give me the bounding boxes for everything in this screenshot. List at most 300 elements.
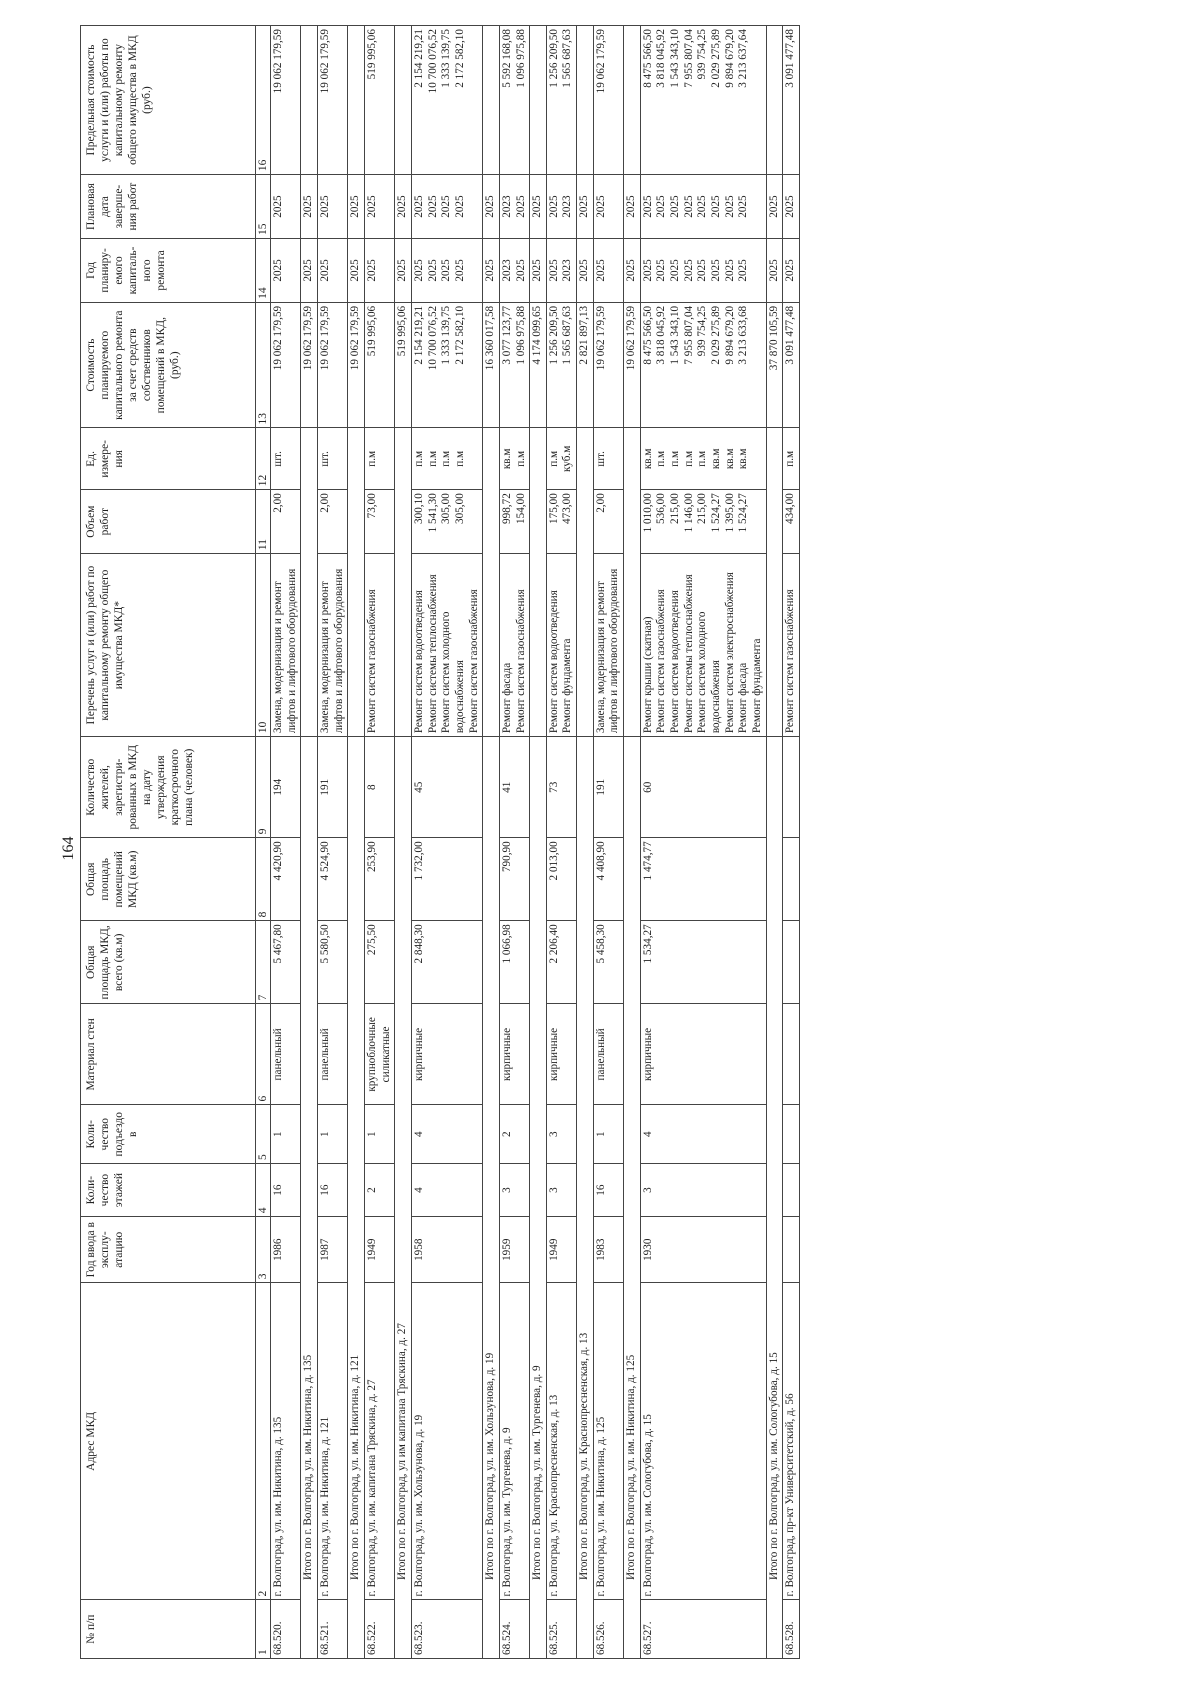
work-type bbox=[546, 554, 576, 737]
row-number: 68.521. bbox=[317, 1600, 347, 1659]
work-type-item: Ремонт систем холодного водоснабжения bbox=[696, 611, 723, 734]
limit-cost-item: 2 154 219,21 bbox=[412, 29, 425, 88]
total-blank bbox=[766, 428, 783, 737]
work-volume-item: 1 010,00 bbox=[641, 493, 654, 533]
total-cost: 37 870 105,59 bbox=[766, 302, 783, 428]
row-number: 68.527. bbox=[640, 1600, 766, 1659]
work-unit-item: куб.м bbox=[561, 445, 574, 472]
end-year bbox=[593, 175, 623, 239]
plan-year-item: 2025 bbox=[710, 259, 723, 282]
commission-year bbox=[783, 1217, 800, 1283]
work-volume-item: 300,10 bbox=[412, 493, 425, 524]
total-plan-year: 2025 bbox=[577, 239, 594, 303]
total-area: 1 534,27 bbox=[640, 921, 766, 1004]
wall-material: кирпичные bbox=[499, 1004, 529, 1105]
total-limit-blank bbox=[530, 26, 547, 175]
work-volume bbox=[499, 490, 529, 554]
end-year bbox=[546, 175, 576, 239]
floors-count: 2 bbox=[364, 1164, 394, 1217]
wall-material bbox=[783, 1004, 800, 1105]
total-row bbox=[348, 26, 365, 1659]
work-unit bbox=[364, 428, 394, 490]
column-number: 4 bbox=[256, 1164, 271, 1217]
end-year bbox=[499, 175, 529, 239]
work-unit bbox=[593, 428, 623, 490]
total-end-year: 2025 bbox=[577, 175, 594, 239]
total-plan-year: 2025 bbox=[766, 239, 783, 303]
work-volume-item: 536,00 bbox=[655, 493, 668, 524]
work-unit-item: шт. bbox=[594, 451, 607, 467]
total-limit-blank bbox=[301, 26, 318, 175]
limit-cost-item: 2 029 275,89 bbox=[710, 29, 723, 88]
column-number: 9 bbox=[256, 737, 271, 838]
column-header: Коли-чество этажей bbox=[81, 1164, 256, 1217]
work-unit-item: п.м bbox=[696, 450, 709, 467]
premises-area: 2 013,00 bbox=[546, 838, 576, 921]
work-type bbox=[411, 554, 482, 737]
total-end-year: 2025 bbox=[624, 175, 641, 239]
limit-cost bbox=[271, 26, 301, 175]
commission-year: 1930 bbox=[640, 1217, 766, 1283]
total-label: Итого по г. Волгоград, ул. им. Никитина, д. 121 bbox=[348, 737, 365, 1659]
column-number: 2 bbox=[256, 1283, 271, 1600]
total-end-year: 2025 bbox=[530, 175, 547, 239]
house-address: г. Волгоград, ул. им. Никитина, д. 125 bbox=[593, 1283, 623, 1600]
work-unit-item: кв.м bbox=[737, 448, 750, 470]
limit-cost-item: 1 096 975,88 bbox=[514, 29, 527, 88]
total-blank bbox=[577, 428, 594, 737]
work-type-item: Ремонт фасада bbox=[500, 662, 513, 734]
commission-year: 1987 bbox=[317, 1217, 347, 1283]
work-unit-item: кв.м bbox=[500, 448, 513, 470]
work-type bbox=[499, 554, 529, 737]
work-type-item: Ремонт крыши (скатная) bbox=[641, 616, 654, 734]
wall-material: кирпичные bbox=[546, 1004, 576, 1105]
row-number: 68.523. bbox=[411, 1600, 482, 1659]
work-volume-item: 1 541,30 bbox=[426, 493, 439, 533]
limit-cost bbox=[593, 26, 623, 175]
total-row bbox=[624, 26, 641, 1659]
work-type-item: Ремонт систем водоотведения bbox=[669, 590, 682, 734]
residents-count: 60 bbox=[640, 737, 766, 838]
work-unit-item: кв.м bbox=[710, 448, 723, 470]
total-end-year: 2025 bbox=[395, 175, 412, 239]
work-type-item: Ремонт систем газоснабжения bbox=[467, 589, 480, 734]
commission-year: 1959 bbox=[499, 1217, 529, 1283]
plan-year bbox=[546, 239, 576, 303]
house-row bbox=[546, 26, 576, 1659]
end-year-item: 2023 bbox=[500, 195, 513, 218]
work-cost-item: 9 894 679,20 bbox=[723, 305, 736, 365]
house-row bbox=[411, 26, 482, 1659]
work-cost-item: 7 955 807,04 bbox=[682, 305, 695, 365]
work-type bbox=[640, 554, 766, 737]
row-number: 68.528. bbox=[783, 1600, 800, 1659]
total-blank bbox=[395, 428, 412, 737]
work-unit bbox=[411, 428, 482, 490]
work-volume-item: 1 146,00 bbox=[682, 493, 695, 533]
page-number: 164 bbox=[60, 836, 77, 861]
work-unit bbox=[783, 428, 800, 490]
column-number: 8 bbox=[256, 838, 271, 921]
limit-cost bbox=[317, 26, 347, 175]
work-cost-item: 1 333 139,75 bbox=[440, 305, 453, 365]
total-row bbox=[577, 26, 594, 1659]
end-year-item: 2025 bbox=[784, 195, 797, 218]
wall-material: кирпичные bbox=[411, 1004, 482, 1105]
plan-year-item: 2025 bbox=[682, 259, 695, 282]
total-label: Итого по г. Волгоград, ул. им. Тургенева, д. 9 bbox=[530, 737, 547, 1659]
column-header: Количество жителей, зарегистри-рованных в МКД на дату утверждения краткосрочного плана (человек) bbox=[81, 737, 256, 838]
column-header: Материал стен bbox=[81, 1004, 256, 1105]
total-row bbox=[766, 26, 783, 1659]
end-year-item: 2025 bbox=[723, 195, 736, 218]
commission-year: 1949 bbox=[546, 1217, 576, 1283]
house-address: г. Волгоград, ул. Краснопресненская, д. 13 bbox=[546, 1283, 576, 1600]
work-cost-item: 519 995,06 bbox=[365, 305, 378, 357]
work-volume-item: 1 395,00 bbox=[723, 493, 736, 533]
plan-year-item: 2025 bbox=[514, 259, 527, 282]
work-volume-item: 1 524,27 bbox=[737, 493, 750, 533]
plan-year bbox=[317, 239, 347, 303]
limit-cost-item: 519 995,06 bbox=[365, 29, 378, 80]
work-unit-item: п.м bbox=[426, 450, 439, 467]
residents-count: 41 bbox=[499, 737, 529, 838]
limit-cost bbox=[499, 26, 529, 175]
work-type bbox=[364, 554, 394, 737]
total-blank bbox=[624, 428, 641, 737]
column-header: № п/п bbox=[81, 1600, 256, 1659]
capital-repair-table bbox=[80, 25, 800, 1659]
plan-year bbox=[640, 239, 766, 303]
column-header: Общая площадь помещений МКД (кв.м) bbox=[81, 838, 256, 921]
end-year-item: 2025 bbox=[682, 195, 695, 218]
work-type-item: Ремонт системы теплоснабжения bbox=[682, 574, 695, 734]
plan-year bbox=[411, 239, 482, 303]
column-number: 13 bbox=[256, 302, 271, 428]
house-row bbox=[317, 26, 347, 1659]
entrances-count: 1 bbox=[271, 1105, 301, 1164]
work-volume bbox=[411, 490, 482, 554]
total-area: 1 066,98 bbox=[499, 921, 529, 1004]
work-type bbox=[593, 554, 623, 737]
work-type-item: Ремонт фундамента bbox=[751, 638, 764, 734]
column-header: Предельная стоимость услуги и (или) работы по капитальному ремонту общего имущества в МКД (руб.) bbox=[81, 26, 256, 175]
work-unit-item: п.м bbox=[669, 450, 682, 467]
work-volume bbox=[271, 490, 301, 554]
work-type bbox=[317, 554, 347, 737]
total-cost: 19 062 179,59 bbox=[348, 302, 365, 428]
work-cost bbox=[546, 302, 576, 428]
house-address: г. Волгоград, ул. им. Хользунова, д. 19 bbox=[411, 1283, 482, 1600]
end-year-item: 2025 bbox=[641, 195, 654, 218]
plan-year bbox=[364, 239, 394, 303]
end-year-item: 2025 bbox=[272, 195, 285, 218]
work-cost bbox=[593, 302, 623, 428]
commission-year: 1949 bbox=[364, 1217, 394, 1283]
work-unit-item: п.м bbox=[547, 450, 560, 467]
work-type-item: Ремонт систем водоотведения bbox=[412, 590, 425, 734]
residents-count: 191 bbox=[317, 737, 347, 838]
house-row bbox=[364, 26, 394, 1659]
end-year-item: 2025 bbox=[365, 195, 378, 218]
work-cost-item: 939 754,25 bbox=[696, 305, 709, 357]
total-end-year: 2025 bbox=[301, 175, 318, 239]
work-cost bbox=[317, 302, 347, 428]
work-unit bbox=[499, 428, 529, 490]
plan-year bbox=[499, 239, 529, 303]
total-plan-year: 2025 bbox=[530, 239, 547, 303]
limit-cost-item: 3 213 637,64 bbox=[737, 29, 750, 88]
total-cost: 2 821 897,13 bbox=[577, 302, 594, 428]
work-type-item: Ремонт фасада bbox=[737, 662, 750, 734]
work-unit-item: п.м bbox=[514, 450, 527, 467]
row-number: 68.522. bbox=[364, 1600, 394, 1659]
column-header: Перечень услуг и (или) работ по капитальному ремонту общего имущества МКД* bbox=[81, 554, 256, 737]
total-plan-year: 2025 bbox=[395, 239, 412, 303]
total-cost: 16 360 017,58 bbox=[483, 302, 500, 428]
work-cost-item: 19 062 179,59 bbox=[272, 305, 285, 371]
work-volume bbox=[546, 490, 576, 554]
total-blank bbox=[301, 428, 318, 737]
total-limit-blank bbox=[348, 26, 365, 175]
total-end-year: 2025 bbox=[766, 175, 783, 239]
plan-year-item: 2025 bbox=[723, 259, 736, 282]
work-volume-item: 305,00 bbox=[453, 493, 466, 524]
total-area: 5 580,50 bbox=[317, 921, 347, 1004]
work-unit bbox=[546, 428, 576, 490]
work-cost-item: 19 062 179,59 bbox=[318, 305, 331, 371]
end-year bbox=[364, 175, 394, 239]
column-number: 15 bbox=[256, 175, 271, 239]
premises-area: 4 408,90 bbox=[593, 838, 623, 921]
total-limit-blank bbox=[483, 26, 500, 175]
limit-cost-item: 7 955 807,04 bbox=[682, 29, 695, 88]
row-number: 68.524. bbox=[499, 1600, 529, 1659]
limit-cost bbox=[783, 26, 800, 175]
house-address: г. Волгоград, ул. им. капитана Тряскина, д. 27 bbox=[364, 1283, 394, 1600]
work-cost-item: 1 565 687,63 bbox=[561, 305, 574, 365]
end-year-item: 2025 bbox=[514, 195, 527, 218]
total-cost: 4 174 099,65 bbox=[530, 302, 547, 428]
end-year-item: 2025 bbox=[655, 195, 668, 218]
total-area: 2 848,30 bbox=[411, 921, 482, 1004]
house-address: г. Волгоград, ул. им. Тургенева, д. 9 bbox=[499, 1283, 529, 1600]
limit-cost-item: 5 592 168,08 bbox=[500, 29, 513, 88]
total-blank bbox=[348, 428, 365, 737]
house-row bbox=[783, 26, 800, 1659]
work-unit-item: п.м bbox=[655, 450, 668, 467]
total-label: Итого по г. Волгоград, ул им капитана Тряскина, д. 27 bbox=[395, 737, 412, 1659]
work-unit-item: п.м bbox=[412, 450, 425, 467]
limit-cost-item: 1 256 209,50 bbox=[547, 29, 560, 88]
work-type-item: Ремонт фундамента bbox=[561, 638, 574, 734]
column-header: Ед. измере-ния bbox=[81, 428, 256, 490]
work-cost bbox=[411, 302, 482, 428]
work-cost-item: 1 256 209,50 bbox=[547, 305, 560, 365]
work-volume-item: 1 524,27 bbox=[710, 493, 723, 533]
work-volume-item: 215,00 bbox=[669, 493, 682, 524]
limit-cost bbox=[411, 26, 482, 175]
work-type-item: Замена, модернизация и ремонт лифтов и лифтового оборудования bbox=[594, 568, 621, 734]
work-cost bbox=[783, 302, 800, 428]
plan-year-item: 2025 bbox=[272, 259, 285, 282]
work-type bbox=[271, 554, 301, 737]
end-year-item: 2025 bbox=[440, 195, 453, 218]
work-cost-item: 3 091 477,48 bbox=[784, 305, 797, 365]
floors-count: 3 bbox=[546, 1164, 576, 1217]
plan-year-item: 2025 bbox=[453, 259, 466, 282]
work-volume-item: 2,00 bbox=[272, 493, 285, 513]
work-cost-item: 10 700 076,52 bbox=[426, 305, 439, 371]
work-unit-item: п.м bbox=[440, 450, 453, 467]
work-unit-item: шт. bbox=[272, 451, 285, 467]
column-header: Год ввода в эксплу-атацию bbox=[81, 1217, 256, 1283]
limit-cost-item: 8 475 566,50 bbox=[641, 29, 654, 88]
limit-cost-item: 2 172 582,10 bbox=[453, 29, 466, 88]
limit-cost-item: 1 333 139,75 bbox=[440, 29, 453, 88]
total-label: Итого по г. Волгоград, ул. им. Никитина, д. 125 bbox=[624, 737, 641, 1659]
end-year bbox=[271, 175, 301, 239]
limit-cost-item: 19 062 179,59 bbox=[594, 29, 607, 94]
column-number: 3 bbox=[256, 1217, 271, 1283]
column-number: 14 bbox=[256, 239, 271, 303]
limit-cost-item: 10 700 076,52 bbox=[426, 29, 439, 94]
end-year-item: 2025 bbox=[696, 195, 709, 218]
total-label: Итого по г. Волгоград, ул. им. Никитина, д. 135 bbox=[301, 737, 318, 1659]
work-type-item: Ремонт систем газоснабжения bbox=[655, 589, 668, 734]
wall-material: панельный bbox=[593, 1004, 623, 1105]
work-volume-item: 2,00 bbox=[318, 493, 331, 513]
entrances-count: 1 bbox=[593, 1105, 623, 1164]
total-row bbox=[395, 26, 412, 1659]
total-plan-year: 2025 bbox=[624, 239, 641, 303]
total-blank bbox=[483, 428, 500, 737]
house-address: г. Волгоград, ул. им. Никитина, д. 135 bbox=[271, 1283, 301, 1600]
work-volume-item: 434,00 bbox=[784, 493, 797, 524]
total-plan-year: 2025 bbox=[348, 239, 365, 303]
header-row bbox=[81, 26, 256, 1659]
floors-count: 4 bbox=[411, 1164, 482, 1217]
limit-cost bbox=[364, 26, 394, 175]
limit-cost bbox=[546, 26, 576, 175]
work-unit bbox=[271, 428, 301, 490]
plan-year-item: 2025 bbox=[318, 259, 331, 282]
total-limit-blank bbox=[395, 26, 412, 175]
work-unit-item: п.м bbox=[682, 450, 695, 467]
premises-area bbox=[783, 838, 800, 921]
limit-cost-item: 1 565 687,63 bbox=[561, 29, 574, 88]
column-header: Плановая дата заверше-ния работ bbox=[81, 175, 256, 239]
work-unit-item: шт. bbox=[318, 451, 331, 467]
total-limit-blank bbox=[766, 26, 783, 175]
end-year-item: 2025 bbox=[669, 195, 682, 218]
work-cost-item: 2 029 275,89 bbox=[710, 305, 723, 365]
end-year-item: 2025 bbox=[547, 195, 560, 218]
wall-material: крупноблочные силикатные bbox=[364, 1004, 394, 1105]
floors-count: 16 bbox=[593, 1164, 623, 1217]
house-row bbox=[499, 26, 529, 1659]
plan-year-item: 2025 bbox=[426, 259, 439, 282]
limit-cost-item: 3 818 045,92 bbox=[655, 29, 668, 88]
end-year-item: 2025 bbox=[594, 195, 607, 218]
end-year-item: 2025 bbox=[318, 195, 331, 218]
residents-count: 191 bbox=[593, 737, 623, 838]
total-blank bbox=[530, 428, 547, 737]
work-cost bbox=[271, 302, 301, 428]
column-header: Год планиру-емого капиталь-ного ремонта bbox=[81, 239, 256, 303]
column-header: Объем работ bbox=[81, 490, 256, 554]
residents-count: 194 bbox=[271, 737, 301, 838]
residents-count: 45 bbox=[411, 737, 482, 838]
work-unit bbox=[640, 428, 766, 490]
work-cost-item: 3 213 633,68 bbox=[737, 305, 750, 365]
end-year bbox=[317, 175, 347, 239]
work-unit-item: п.м bbox=[453, 450, 466, 467]
entrances-count: 3 bbox=[546, 1105, 576, 1164]
end-year-item: 2025 bbox=[737, 195, 750, 218]
work-volume bbox=[640, 490, 766, 554]
work-cost-item: 3 077 123,77 bbox=[500, 305, 513, 365]
total-label: Итого по г. Волгоград, ул. им. Сологубова, д. 15 bbox=[766, 737, 783, 1659]
premises-area: 4 524,90 bbox=[317, 838, 347, 921]
entrances-count bbox=[783, 1105, 800, 1164]
residents-count bbox=[783, 737, 800, 838]
limit-cost-item: 3 091 477,48 bbox=[784, 29, 797, 88]
row-number: 68.525. bbox=[546, 1600, 576, 1659]
end-year-item: 2025 bbox=[453, 195, 466, 218]
work-volume-item: 998,72 bbox=[500, 493, 513, 524]
plan-year-item: 2025 bbox=[412, 259, 425, 282]
limit-cost-item: 939 754,25 bbox=[696, 29, 709, 80]
wall-material: панельный bbox=[271, 1004, 301, 1105]
row-number: 68.520. bbox=[271, 1600, 301, 1659]
work-cost-item: 1 096 975,88 bbox=[514, 305, 527, 365]
total-area: 2 206,40 bbox=[546, 921, 576, 1004]
end-year-item: 2025 bbox=[710, 195, 723, 218]
plan-year bbox=[271, 239, 301, 303]
work-volume bbox=[783, 490, 800, 554]
plan-year-item: 2025 bbox=[737, 259, 750, 282]
house-address: г. Волгоград, ул. им. Сологубова, д. 15 bbox=[640, 1283, 766, 1600]
column-number-row bbox=[256, 26, 271, 1659]
entrances-count: 2 bbox=[499, 1105, 529, 1164]
plan-year bbox=[593, 239, 623, 303]
total-end-year: 2025 bbox=[483, 175, 500, 239]
plan-year-item: 2023 bbox=[500, 259, 513, 282]
house-row bbox=[271, 26, 301, 1659]
work-volume-item: 305,00 bbox=[440, 493, 453, 524]
work-type-item: Ремонт систем газоснабжения bbox=[784, 589, 797, 734]
limit-cost-item: 19 062 179,59 bbox=[318, 29, 331, 94]
end-year-item: 2023 bbox=[561, 195, 574, 218]
premises-area: 790,90 bbox=[499, 838, 529, 921]
plan-year-item: 2025 bbox=[669, 259, 682, 282]
total-row bbox=[530, 26, 547, 1659]
plan-year-item: 2025 bbox=[655, 259, 668, 282]
total-cost: 19 062 179,59 bbox=[624, 302, 641, 428]
plan-year bbox=[783, 239, 800, 303]
residents-count: 8 bbox=[364, 737, 394, 838]
end-year bbox=[640, 175, 766, 239]
total-area: 5 458,30 bbox=[593, 921, 623, 1004]
end-year bbox=[411, 175, 482, 239]
total-end-year: 2025 bbox=[348, 175, 365, 239]
column-header: Общая площадь МКД, всего (кв.м) bbox=[81, 921, 256, 1004]
work-type-item: Ремонт систем газоснабжения bbox=[514, 589, 527, 734]
total-area: 275,50 bbox=[364, 921, 394, 1004]
plan-year-item: 2025 bbox=[641, 259, 654, 282]
